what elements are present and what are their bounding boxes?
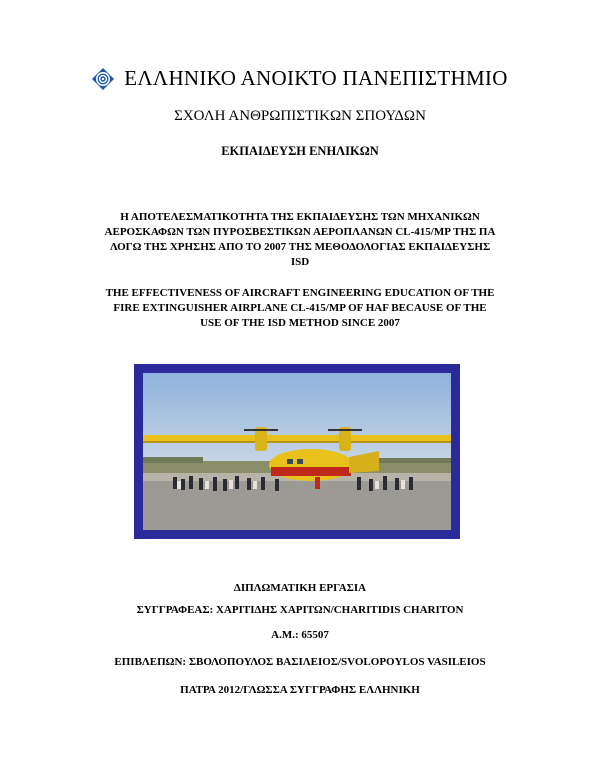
thesis-title-greek: [80, 210, 520, 270]
aircraft-photo-frame: [134, 364, 460, 539]
student-id: Α.Μ.: 65507: [271, 629, 329, 641]
department-name: ΕΚΠΑΙΔΕΥΣΗ ΕΝΗΛΙΚΩΝ: [221, 144, 379, 158]
supervisor-line: ΕΠΙΒΛΕΠΩΝ: ΣΒΟΛΟΠΟΥΛΟΣ ΒΑΣΙΛΕΙΟΣ/SVOLOPOYLOS VASILEIOS: [114, 656, 486, 668]
aircraft-photo: [143, 373, 451, 530]
title-english-line-3: USE OF THE ISD METHOD SINCE 2007: [200, 317, 400, 329]
title-greek-line-2: ΑΕΡΟΣΚΑΦΩΝ ΤΩΝ ΠΥΡΟΣΒΕΣΤΙΚΩΝ ΑΕΡΟΠΛΑΝΩΝ CL-415/MP ΤΗΣ ΠΑ: [104, 226, 496, 238]
university-name: ΕΛΛΗΝΙΚΟ ΑΝΟΙΚΤΟ ΠΑΝΕΠΙΣΤΗΜΙΟ: [124, 66, 508, 90]
university-logo-icon: [92, 68, 114, 90]
place-year-language: ΠΑΤΡΑ 2012/ΓΛΩΣΣΑ ΣΥΓΓΡΑΦΗΣ ΕΛΛΗΝΙΚΗ: [180, 684, 420, 696]
title-greek-line-3: ΛΟΓΩ ΤΗΣ ΧΡΗΣΗΣ ΑΠΟ ΤΟ 2007 ΤΗΣ ΜΕΘΟΔΟΛΟΓΙΑΣ ΕΚΠΑΙΔΕΥΣΗΣ: [109, 241, 491, 253]
university-line: [92, 66, 507, 91]
university-header: [0, 66, 600, 95]
thesis-title-english: [80, 286, 520, 331]
author-line: ΣΥΓΓΡΑΦΕΑΣ: ΧΑΡΙΤΙΔΗΣ ΧΑΡΙΤΩΝ/CHARITIDIS CHARITON: [136, 604, 464, 616]
title-greek-line-1: Η ΑΠΟΤΕΛΕΣΜΑΤΙΚΟΤΗΤΑ ΤΗΣ ΕΚΠΑΙΔΕΥΣΗΣ ΤΩΝ ΜΗΧΑΝΙΚΩΝ: [120, 211, 480, 223]
school-name: ΣΧΟΛΗ ΑΝΘΡΩΠΙΣΤΙΚΩΝ ΣΠΟΥΔΩΝ: [174, 108, 426, 124]
title-greek-line-4: ISD: [290, 256, 310, 268]
title-english-line-2: FIRE EXTINGUISHER AIRPLANE CL-415/MP OF HAF BECAUSE OF THE: [113, 302, 487, 314]
title-english-line-1: THE EFFECTIVENESS OF AIRCRAFT ENGINEERING EDUCATION OF THE: [105, 287, 495, 299]
thesis-type: ΔΙΠΛΩΜΑΤΙΚΗ ΕΡΓΑΣΙΑ: [233, 582, 367, 594]
